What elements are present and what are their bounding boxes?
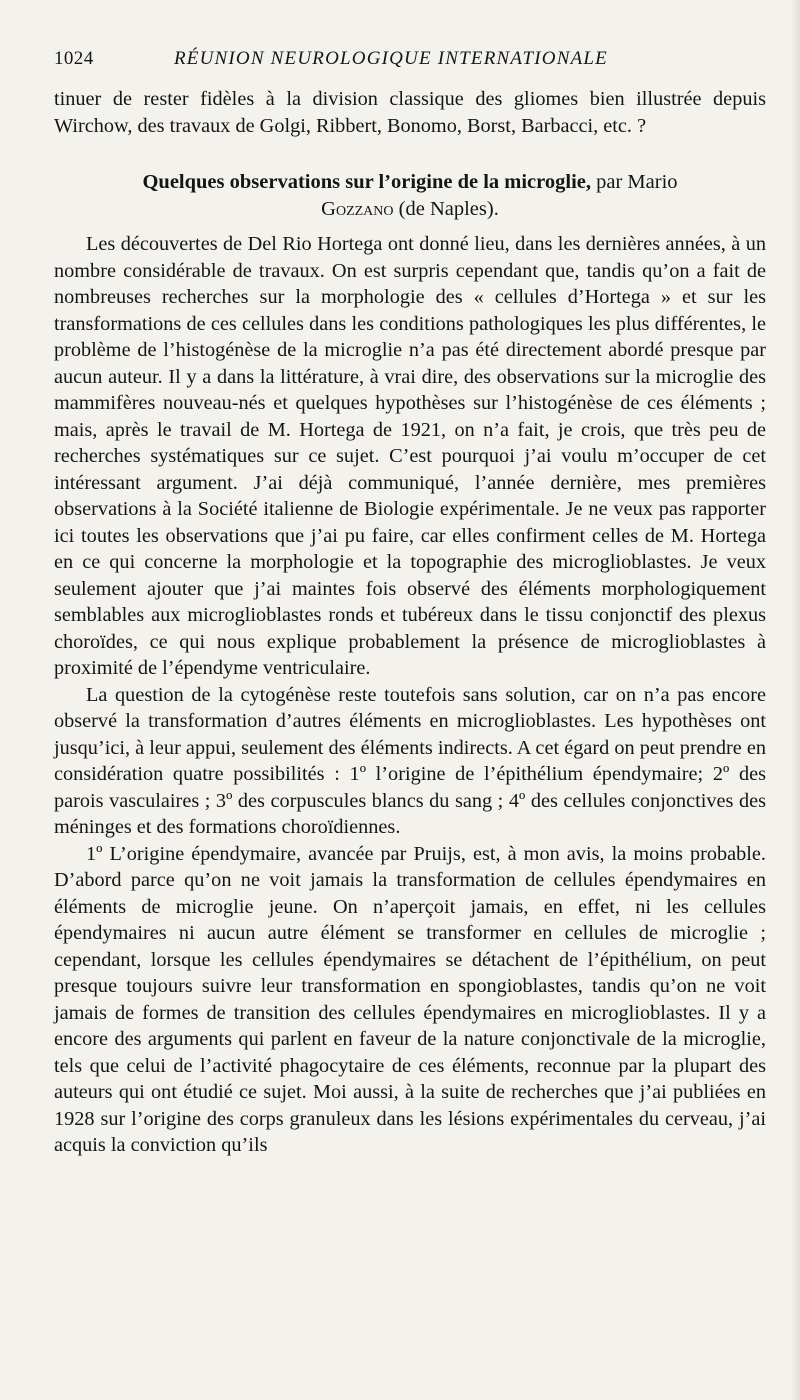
paragraph-1: Les découvertes de Del Rio Hortega ont donné lieu, dans les dernières années, à un nombre considérable de travaux. On est surpris cependant que, tandis qu’on a fait de nombreuses recherches sur la morphologie des « cellules d’Hortega » et sur les transformations de ces cellules dans les conditions pathologiques les plus différentes, le problème de l’histogénèse de la microglie n’a pas été directement abordé presque par aucun auteur. Il y a dans la littérature, à vrai dire, des observations sur la microglie des mammifères nouveau-nés et quelques hypothèses sur l’histogénèse de ces éléments ; mais, après le travail de M. Hortega de 1921, on n’a fait, je crois, que très peu de recherches systématiques sur ce sujet. C’est pourquoi j’ai voulu m’occuper de cet intéressant argument. J’ai déjà communiqué, l’année dernière, mes premières observations à la Société italienne de Biologie expérimentale. Je ne veux pas rapporter ici toutes les observations que j’ai pu faire, car elles confirment celles de M. Hortega en ce qui concerne la morphologie et la topographie des microglioblastes. Je veux seulement ajouter que j’ai maintes fois observé des éléments morphologiquement semblables aux microglioblastes ronds et tubéreux dans le tissu conjonctif des plexus choroïdes, ce qui nous explique probablement la présence de microglioblastes à proximité de l’épendyme ventriculaire. — [54, 233, 766, 679]
paragraph-3: 1º L’origine épendymaire, avancée par Pruijs, est, à mon avis, la moins probable. D’abord parce qu’on ne voit jamais la transformation de cellules épendymaires en éléments de microglie jeune. On n’aperçoit jamais, en effet, ni les cellules épendymaires ni aucun autre élément se transformer en cellules de microglie ; cependant, lorsque les cellules épendymaires se détachent de l’épithélium, on peut presque toujours suivre leur transformation en spongioblastes, tandis qu’on ne voit jamais de formes de transition des cellules épendymaires en microglioblastes. Il y a encore des arguments qui parlent en faveur de la nature conjonctivale de la microglie, tels que celui de l’activité phagocytaire de ces éléments, reconnue par la plupart des auteurs qui ont étudié ce sujet. Moi aussi, à la suite de recherches que j’ai publiées en 1928 sur l’origine des corps granuleux dans les lésions expérimentales du cerveau, j’ai acquis la conviction qu’ils — [54, 842, 766, 1156]
author-line — [54, 196, 766, 223]
author-prefix: par Mario — [596, 171, 678, 193]
page-body — [54, 86, 766, 1159]
running-title: RÉUNION NEUROLOGIQUE INTERNATIONALE — [174, 48, 608, 69]
article-title: Quelques observations sur l’origine de la microglie, — [142, 171, 591, 193]
paragraph-2: La question de la cytogénèse reste toutefois sans solution, car on n’a pas encore observé la transformation d’autres éléments en microglioblastes. Les hypothèses ont jusqu’ici, à leur appui, seulement des éléments indirects. A cet égard on peut prendre en considération quatre possibilités : 1º l’origine de l’épithélium épendymaire; 2º des parois vasculaires ; 3º des corpuscules blancs du sang ; 4º des cellules conjonctives des méninges et des formations choroïdiennes. — [54, 683, 766, 838]
scan-edge-shadow — [790, 0, 800, 1400]
page-number: 1024 — [54, 48, 94, 69]
continuation-paragraph: tinuer de rester fidèles à la division classique des gliomes bien illustrée depuis Wirchow, des travaux de Golgi, Ribbert, Bonomo, Borst, Barbacci, etc. ? — [54, 88, 766, 137]
article-heading — [54, 169, 766, 223]
author-affiliation: (de Naples). — [398, 198, 499, 220]
author-name: Gozzano — [321, 198, 394, 220]
running-header — [54, 44, 766, 74]
